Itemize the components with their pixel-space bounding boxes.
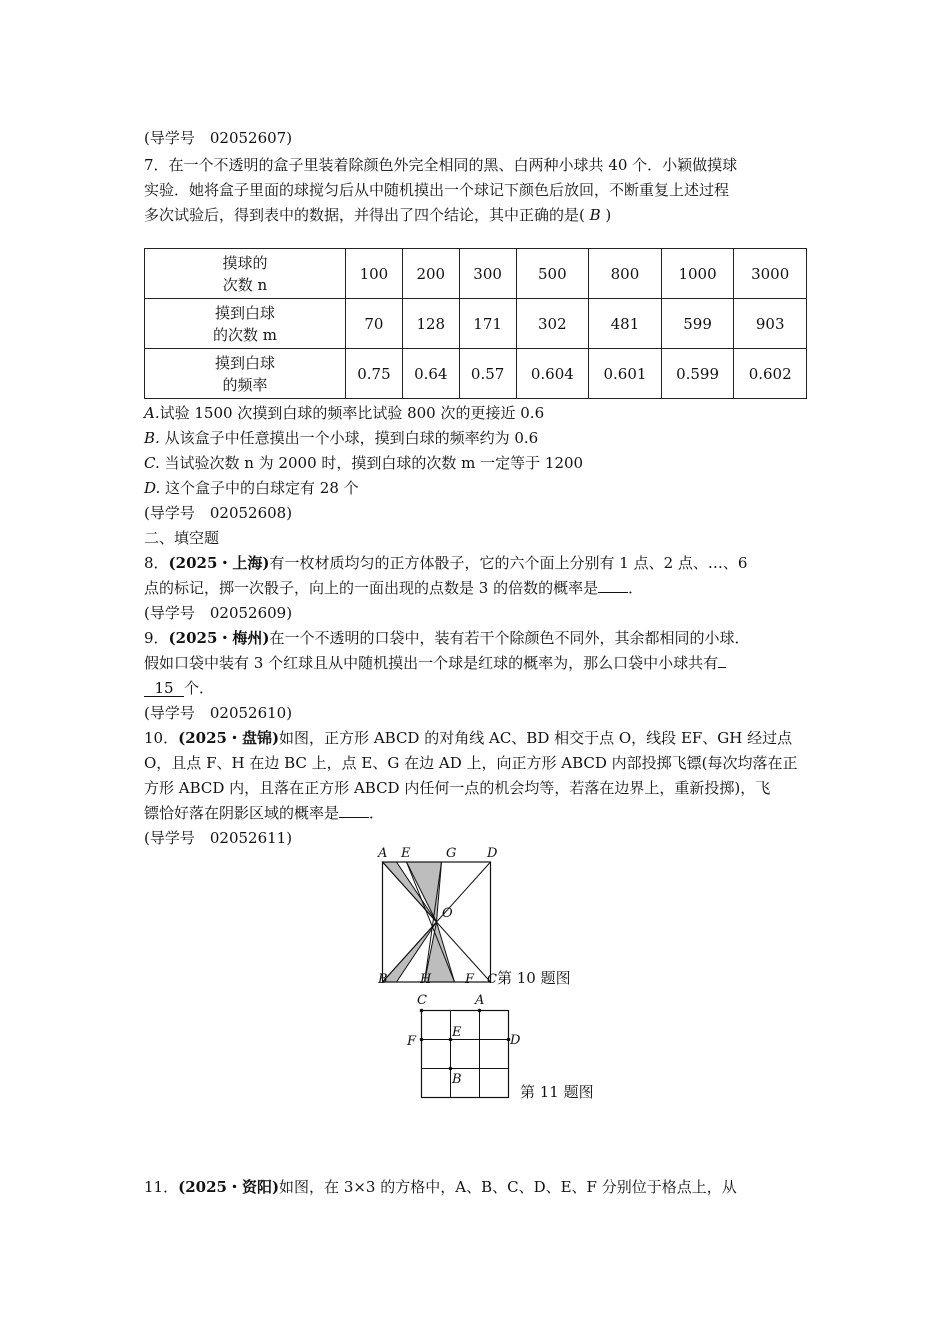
label-c: C (417, 993, 427, 1008)
table-row-label: 摸球的 次数 n (145, 249, 346, 299)
section-heading: 二、填空题 (144, 529, 220, 547)
table-row: 摸到白球 的频率 0.75 0.64 0.57 0.604 0.601 0.599 0.602 (145, 349, 807, 399)
table-row-label: 摸到白球 的次数 m (145, 299, 346, 349)
label-o: O (442, 906, 453, 921)
ref-9: (导学号 02052609) (144, 604, 293, 622)
table-row: 摸球的 次数 n 100 200 300 500 800 1000 3000 (145, 249, 807, 299)
label-g: G (446, 846, 457, 861)
label-f: F (465, 972, 475, 987)
label-h: H (420, 972, 432, 987)
ref-7: (导学号 02052607) (144, 129, 293, 147)
option-c: C. 当试验次数 n 为 2000 时，摸到白球的次数 m 一定等于 1200 (144, 454, 584, 472)
q10-line-3: 方形 ABCD 内，且落在正方形 ABCD 内任何一点的机会均等，若落在边界上，重新投掷)，飞 (144, 779, 771, 797)
figure-10-square (375, 845, 505, 990)
label-d: D (487, 846, 498, 861)
q9-line-1: 9．(2025・梅州)在一个不透明的口袋中，装有若干个除颜色不同外，其余都相同的小球． (144, 629, 750, 647)
q9-line-3: 15 个． (144, 678, 214, 698)
q10-line-1: 10．(2025・盘锦)如图，正方形 ABCD 的对角线 AC、BD 相交于点 O，线段 EF、GH 经过点 (144, 729, 793, 747)
point-f (420, 1038, 424, 1042)
label-c: C (487, 972, 497, 987)
q7-line-3: 多次试验后，得到表中的数据，并得出了四个结论，其中正确的是( B ) (144, 206, 612, 224)
point-b (449, 1067, 453, 1071)
table-row-label: 摸到白球 的频率 (145, 349, 346, 399)
point-c (420, 1009, 424, 1013)
option-b: B. 从该盒子中任意摸出一个小球，摸到白球的频率约为 0.6 (144, 429, 539, 447)
ref-8: (导学号 02052608) (144, 504, 293, 522)
q8-line-2: 点的标记，掷一次骰子，向上的一面出现的点数是 3 的倍数的概率是 ． (144, 579, 644, 597)
point-a (478, 1009, 482, 1013)
label-e: E (401, 846, 411, 861)
label-b: B (452, 1072, 462, 1087)
figure-11-caption: 第 11 题图 (520, 1083, 594, 1101)
label-a: A (378, 846, 388, 861)
label-e: E (452, 1025, 462, 1040)
q10-line-2: O，且点 F、H 在边 BC 上，点 E、G 在边 AD 上，向正方形 ABCD 内部投掷飞镖(每次均落在正 (144, 754, 798, 772)
label-f: F (407, 1034, 417, 1049)
q11-line-1: 11．(2025・资阳)如图，在 3×3 的方格中，A、B、C、D、E、F 分别位于格点上，从 (144, 1178, 737, 1196)
q9-line-2: 假如口袋中装有 3 个红球且从中随机摸出一个球是红球的概率为，那么口袋中小球共有 (144, 653, 726, 673)
figure-11-grid (415, 1005, 515, 1100)
label-b: B (378, 972, 388, 987)
label-a: A (475, 993, 485, 1008)
ref-11: (导学号 02052611) (144, 829, 293, 847)
q7-line-2: 实验．她将盒子里面的球搅匀后从中随机摸出一个球记下颜色后放回，不断重复上述过程 (144, 181, 730, 199)
option-a: A.试验 1500 次摸到白球的频率比试验 800 次的更接近 0.6 (144, 404, 545, 422)
q7-answer: B (589, 206, 601, 224)
ref-10: (导学号 02052610) (144, 704, 293, 722)
frequency-table (144, 248, 807, 399)
q8-line-1: 8．(2025・上海)有一枚材质均匀的正方体骰子，它的六个面上分别有 1 点、2 点、…、6 (144, 554, 748, 572)
option-d: D. 这个盒子中的白球定有 28 个 (144, 479, 359, 497)
q10-line-4: 镖恰好落在阴影区域的概率是 ． (144, 804, 385, 822)
figure-10-caption: 第 10 题图 (497, 969, 571, 987)
q9-answer: 15 (144, 680, 184, 697)
q7-line-1: 7．在一个不透明的盒子里装着除颜色外完全相同的黑、白两种小球共 40 个．小颖做摸球 (144, 156, 738, 174)
grid-outline (422, 1011, 509, 1098)
label-d: D (510, 1033, 521, 1048)
table-row: 摸到白球 的次数 m 70 128 171 302 481 599 903 (145, 299, 807, 349)
